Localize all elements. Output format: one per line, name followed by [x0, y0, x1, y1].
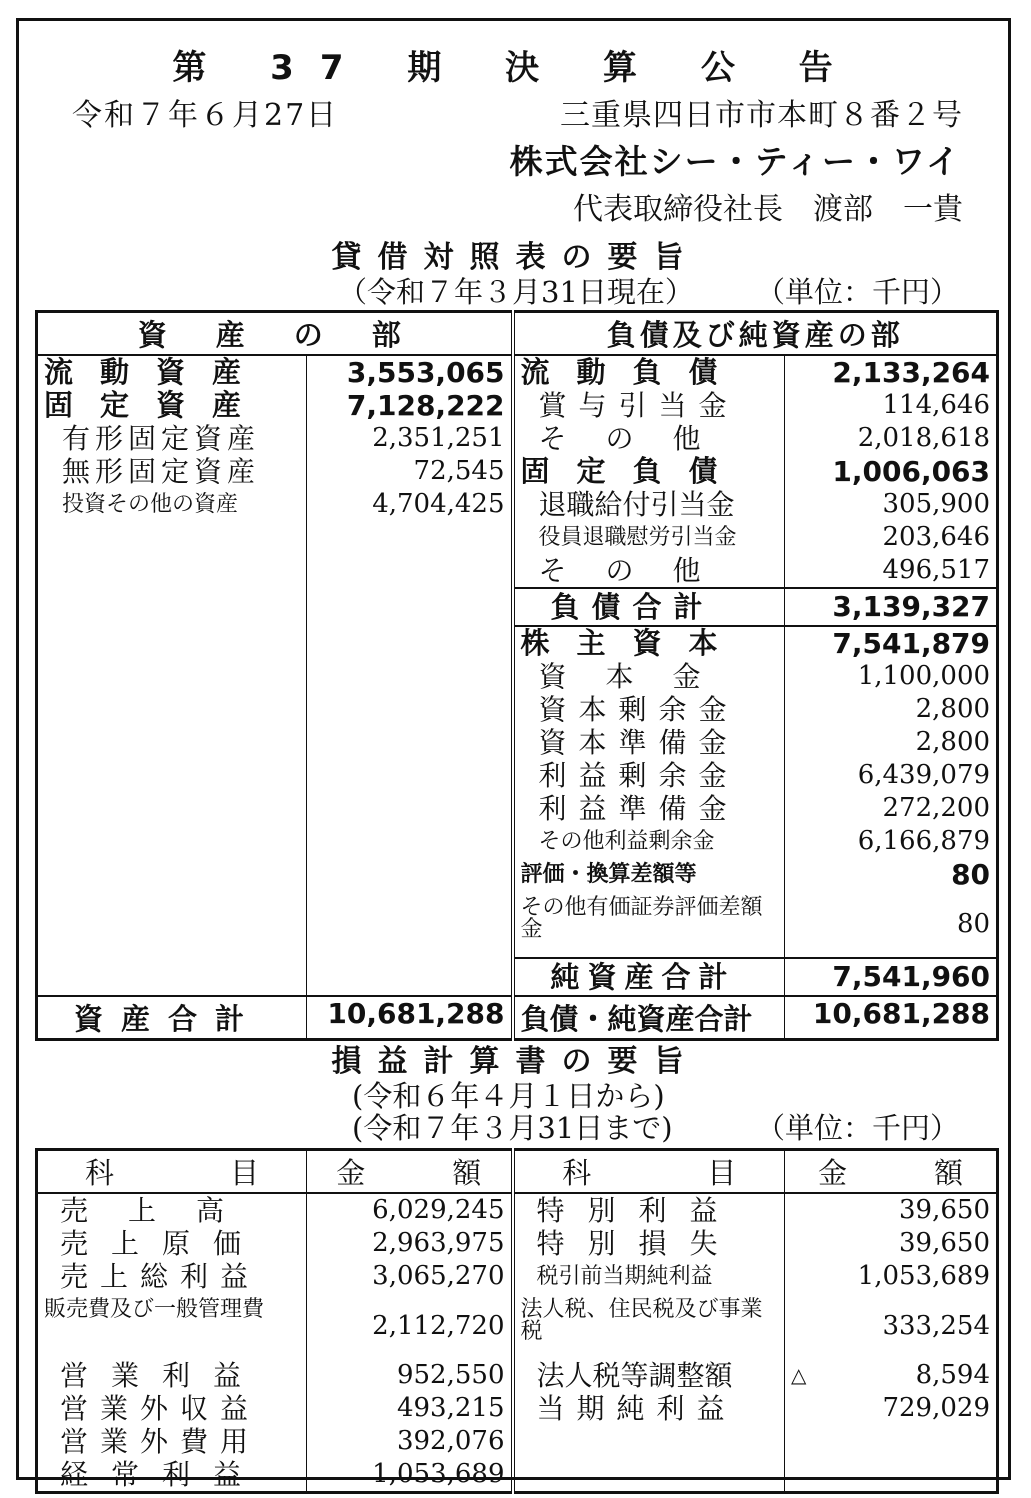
liab-equity-total-value: 10,681,288 — [785, 996, 998, 1040]
is-right-values — [785, 1193, 998, 1493]
is-right-item-value: 333,254 — [882, 1311, 990, 1341]
equity-item-label: 資本剰余金 — [538, 693, 739, 726]
liab-total-label: 負債合計 — [515, 587, 785, 625]
equity-item-label: 資本準備金 — [538, 726, 739, 759]
asset-item-value: 7,128,222 — [346, 389, 505, 422]
equity-item-label: その他有価証券評価差額金 — [520, 895, 763, 942]
liab-labels-cell — [513, 355, 785, 996]
liability-item-label: 役員退職慰労引当金 — [538, 525, 737, 550]
assets-total-label: 資産合計 — [37, 996, 307, 1040]
is-right-item-label: 特別損失 — [536, 1227, 741, 1260]
is-unit: （単位：千円） — [755, 1111, 959, 1145]
equity-total-value: 7,541,960 — [785, 957, 996, 995]
is-left-item-label: 経常利益 — [60, 1458, 265, 1491]
asset-item-value: 3,553,065 — [346, 356, 505, 389]
is-left-item-value: 952,550 — [396, 1360, 505, 1390]
bs-as-of: （令和７年３月31日現在） — [338, 275, 694, 309]
liabilities-header: 負債及び純資産の部 — [513, 312, 998, 356]
is-period-from: (令和６年４月１日から) — [352, 1079, 665, 1113]
income-statement-table — [35, 1148, 999, 1494]
equity-item-value: 1,100,000 — [857, 661, 991, 691]
is-col-amount-right: 金 額 — [785, 1150, 998, 1194]
is-right-item-label: 税引前当期純利益 — [536, 1264, 713, 1289]
liability-item-value: 114,646 — [882, 390, 991, 420]
is-right-item-value: △ 8,594 — [791, 1360, 990, 1390]
is-left-item-value: 3,065,270 — [372, 1261, 505, 1291]
liability-item-label: 賞与引当金 — [538, 389, 739, 422]
is-left-item-value: 2,963,975 — [372, 1228, 505, 1258]
is-left-item-value: 2,112,720 — [372, 1311, 505, 1341]
company-name: 株式会社シー・ティー・ワイ — [509, 142, 961, 181]
is-right-item-label: 法人税等調整額 — [536, 1359, 733, 1392]
asset-item-label: 流動資産 — [44, 355, 269, 389]
is-left-item-value: 493,215 — [396, 1393, 505, 1423]
is-left-item-label: 売上原価 — [60, 1227, 265, 1260]
is-right-item-value: 729,029 — [882, 1393, 990, 1423]
equity-item-label: 利益準備金 — [538, 792, 739, 825]
equity-item-value: 2,800 — [915, 694, 991, 724]
bs-unit: （単位：千円） — [755, 275, 959, 309]
assets-total-value: 10,681,288 — [307, 996, 513, 1040]
equity-item-label: 株主資本 — [520, 626, 745, 660]
asset-item-value: 72,545 — [413, 456, 505, 486]
is-left-item-value: 392,076 — [396, 1426, 505, 1456]
asset-item-label: 投資その他の資産 — [62, 492, 239, 517]
liability-item-label: 退職給付引当金 — [538, 488, 735, 521]
equity-item-label: 評価・換算差額等 — [520, 862, 697, 887]
is-left-item-value: 1,053,689 — [372, 1459, 505, 1489]
liability-item-value: 2,133,264 — [832, 356, 991, 389]
is-left-item-label: 売上高 — [60, 1194, 265, 1227]
notice-date: 令和７年６月27日 — [72, 98, 339, 133]
is-col-amount-left: 金 額 — [307, 1150, 513, 1194]
liability-item-label: 流動負債 — [520, 355, 745, 389]
is-title: 損益計算書の要旨 — [331, 1044, 700, 1079]
liability-item-value: 305,900 — [882, 489, 991, 519]
asset-item-value: 4,704,425 — [372, 489, 505, 519]
balance-sheet-table — [35, 310, 999, 1041]
is-right-labels — [513, 1193, 785, 1493]
company-address: 三重県四日市市本町８番２号 — [560, 98, 963, 133]
liability-item-value: 203,646 — [882, 522, 991, 552]
is-period-to: (令和７年３月31日まで) — [352, 1111, 673, 1145]
liability-item-value: 1,006,063 — [832, 455, 991, 488]
equity-item-value: 6,166,879 — [857, 826, 991, 856]
equity-item-label: 利益剰余金 — [538, 759, 739, 792]
assets-values — [307, 355, 513, 996]
equity-item-value: 6,439,079 — [857, 760, 991, 790]
asset-item-label: 固定資産 — [44, 388, 269, 422]
equity-item-value: 80 — [956, 909, 991, 939]
assets-labels — [37, 355, 307, 996]
liability-item-label: その他 — [538, 422, 740, 455]
is-left-item-value: 6,029,245 — [372, 1195, 505, 1225]
liab-total-value: 3,139,327 — [785, 587, 996, 625]
equity-item-value: 2,800 — [915, 727, 991, 757]
liability-item-value: 496,517 — [882, 555, 991, 585]
is-left-item-label: 営業利益 — [60, 1359, 265, 1392]
is-left-labels — [37, 1193, 307, 1493]
is-left-item-label: 営業外収益 — [60, 1392, 261, 1425]
is-right-item-value: 39,650 — [899, 1195, 990, 1225]
liability-item-label: 固定負債 — [520, 454, 745, 488]
notice-title: 第 37 期 決 算 公 告 — [172, 48, 859, 88]
liability-item-value: 2,018,618 — [857, 423, 991, 453]
equity-item-value: 7,541,879 — [832, 627, 991, 660]
is-col-item-right: 科 目 — [513, 1150, 785, 1194]
is-right-item-label: 当期純利益 — [536, 1392, 737, 1425]
equity-item-label: 資本金 — [538, 660, 740, 693]
is-left-values — [307, 1193, 513, 1493]
equity-total-label: 純資産合計 — [515, 957, 785, 995]
is-left-item-label: 営業外費用 — [60, 1425, 261, 1458]
liability-item-label: その他 — [538, 554, 740, 587]
is-col-item-left: 科 目 — [37, 1150, 307, 1194]
is-right-item-label: 法人税、住民税及び事業税 — [520, 1297, 763, 1344]
is-right-item-label: 特別利益 — [536, 1194, 741, 1227]
liab-values-cell — [785, 355, 998, 996]
equity-item-label: その他利益剰余金 — [538, 829, 715, 854]
representative: 代表取締役社長 渡部 一貴 — [573, 192, 963, 227]
assets-header: 資 産 の 部 — [37, 312, 513, 356]
equity-item-value: 272,200 — [882, 793, 991, 823]
asset-item-label: 無形固定資産 — [62, 455, 261, 488]
liab-equity-total-label: 負債・純資産合計 — [513, 996, 785, 1040]
asset-item-value: 2,351,251 — [372, 423, 505, 453]
is-right-item-value: 39,650 — [899, 1228, 990, 1258]
is-left-item-label: 販売費及び一般管理費 — [44, 1297, 265, 1322]
bs-title: 貸借対照表の要旨 — [331, 240, 700, 275]
is-right-item-value: 1,053,689 — [857, 1261, 990, 1291]
equity-item-value: 80 — [951, 858, 991, 891]
is-left-item-label: 売上総利益 — [60, 1260, 261, 1293]
asset-item-label: 有形固定資産 — [62, 422, 261, 455]
